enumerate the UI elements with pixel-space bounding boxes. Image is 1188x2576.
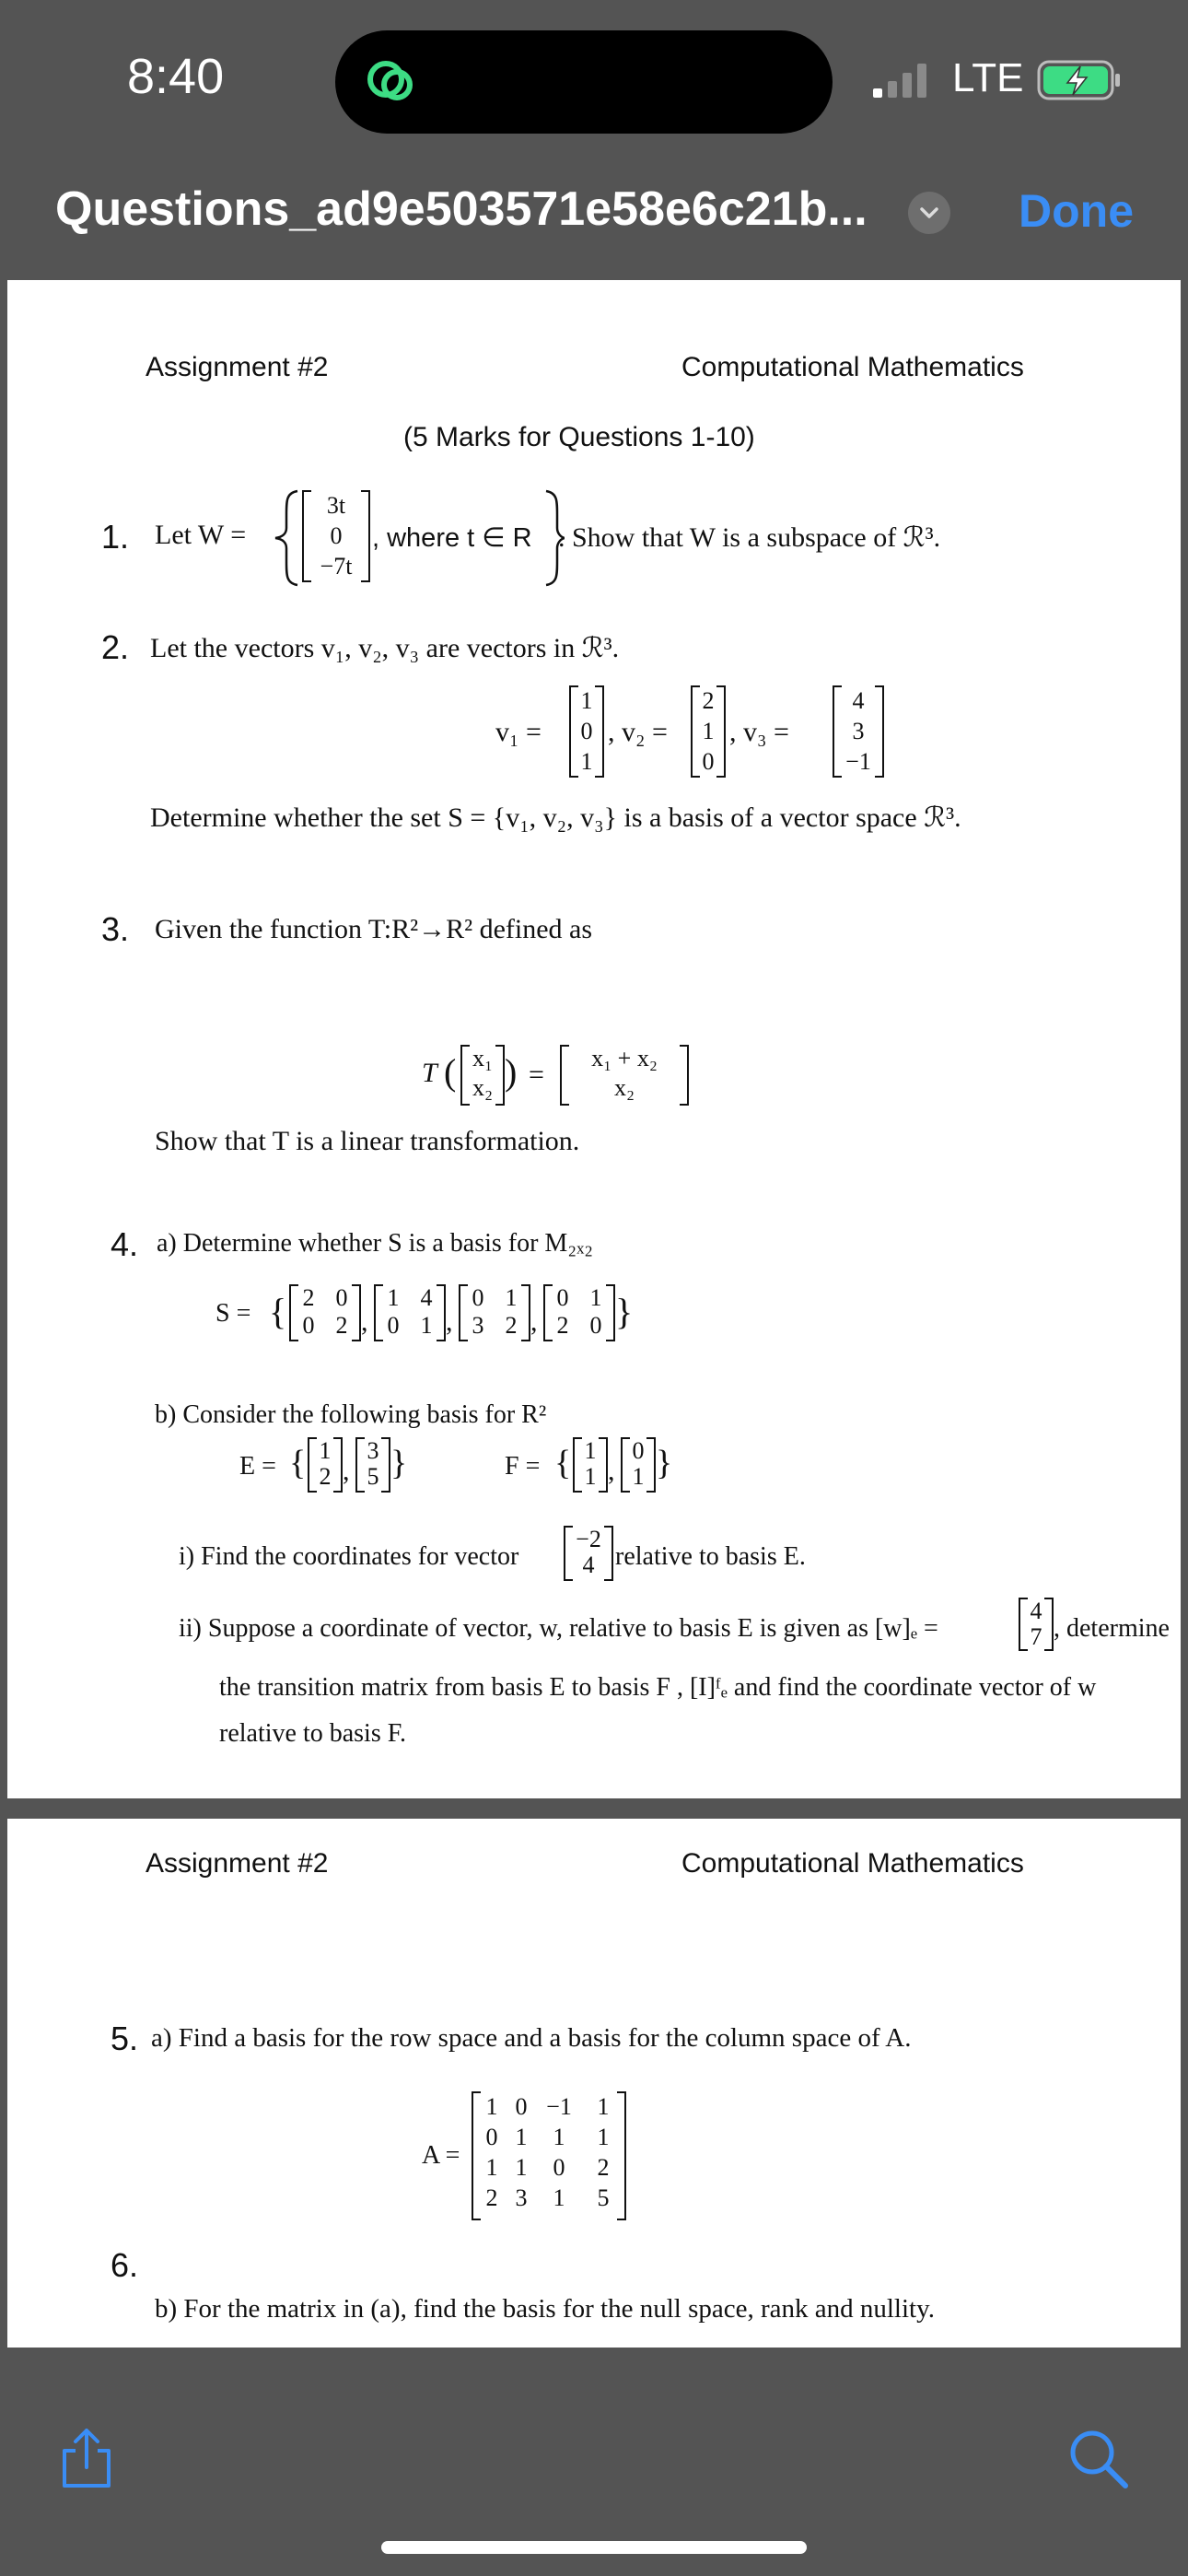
v3-label: , v₃ = — [729, 717, 789, 747]
q4-ii-text: ii) Suppose a coordinate of vector, w, relative to basis E is given as [w]ₑ = — [179, 1614, 938, 1643]
paren-open: ( — [444, 1051, 457, 1093]
q4-ii-line2: the transition matrix from basis E to basis F , [I]ᶠₑ and find the coordinate vector of w — [219, 1673, 1097, 1702]
search-button[interactable] — [1065, 2425, 1131, 2491]
q1-let-w: Let W = — [155, 520, 247, 550]
share-button[interactable] — [53, 2425, 120, 2491]
q2-intro: Let the vectors v₁, v₂, v₃ are vectors in ℛ³. — [150, 633, 620, 663]
q2-conclusion: Determine whether the set S = {v₁, v₂, v₃} is a basis of a vector space ℛ³. — [150, 802, 961, 833]
paren-close: ) — [505, 1051, 518, 1093]
home-indicator[interactable] — [381, 2541, 807, 2554]
share-icon — [53, 2425, 120, 2491]
page-header-right: Computational Mathematics — [681, 352, 1024, 382]
v2-label: , v₂ = — [608, 717, 668, 747]
status-time: 8:40 — [127, 49, 225, 104]
brace-close: } — [615, 1291, 634, 1332]
q3-conclusion: Show that T is a linear transformation. — [155, 1126, 580, 1156]
cellular-signal-icon — [871, 61, 930, 100]
f-label: F = — [505, 1452, 541, 1481]
f-vector-1: 1 1 — [573, 1437, 608, 1493]
e-vector-2: 3 5 — [355, 1437, 390, 1493]
equals-sign: = — [529, 1060, 544, 1090]
v1-label: v₁ = — [495, 717, 542, 747]
t-label: T — [422, 1058, 437, 1088]
title-menu-button[interactable] — [908, 192, 950, 234]
q4-ii-line3: relative to basis F. — [219, 1719, 407, 1748]
left-brace-icon — [268, 487, 305, 589]
chevron-down-icon — [908, 192, 950, 234]
e-label: E = — [239, 1452, 276, 1481]
v3-vector: 4 3 −1 — [833, 685, 884, 778]
q4-i-text: i) Find the coordinates for vector — [179, 1542, 519, 1571]
dynamic-island — [335, 30, 833, 134]
page-header-left: Assignment #2 — [146, 1848, 329, 1879]
q4-part-a: a) Determine whether S is a basis for M₂ₓ₂ — [157, 1229, 593, 1258]
question-number: 1. — [101, 518, 130, 556]
document-page-2 — [7, 1819, 1181, 2348]
s-label: S = — [215, 1299, 251, 1328]
marks-note: (5 Marks for Questions 1-10) — [403, 422, 755, 452]
page-header-right: Computational Mathematics — [681, 1848, 1024, 1879]
chat-bubble-icon — [363, 54, 418, 110]
document-toolbar — [0, 157, 1188, 267]
s-matrix-1: 2 0 0 2 — [289, 1284, 361, 1341]
v2-vector: 2 1 0 — [691, 685, 726, 778]
question-number: 5. — [111, 2020, 139, 2057]
s-matrix-4: 0 1 2 0 — [543, 1284, 615, 1341]
e-vector-1: 1 2 — [308, 1437, 343, 1493]
q5-part-b: b) For the matrix in (a), find the basis for the null space, rank and nullity. — [155, 2294, 935, 2324]
search-icon — [1065, 2425, 1131, 2491]
a-label: A = — [422, 2141, 460, 2170]
s-matrix-2: 1 4 0 1 — [374, 1284, 446, 1341]
status-bar — [0, 0, 1188, 157]
q4-i-text-end: relative to basis E. — [615, 1542, 806, 1571]
i-vector: −2 4 — [564, 1526, 613, 1581]
q1-text: . Show that W is a subspace of ℛ³. — [558, 522, 941, 553]
q5-part-a: a) Find a basis for the row space and a basis for the column space of A. — [151, 2023, 912, 2053]
question-number: 4. — [111, 1225, 139, 1263]
q1-where: , where t ∈ R — [372, 523, 532, 553]
q3-intro: Given the function T:R²→R² defined as — [155, 914, 593, 944]
question-number: 3. — [101, 910, 130, 948]
tx-vector: x₁ + x₂ x₂ — [560, 1045, 689, 1106]
question-number: 6. — [111, 2246, 139, 2284]
f-vector-2: 0 1 — [621, 1437, 656, 1493]
matrix-a: 1 0 −1 1 0 1 1 1 1 1 0 2 2 3 1 5 — [472, 2091, 626, 2220]
w-vector: 3t 0 −7t — [302, 490, 370, 582]
document-page-1: Assignment #2 Computational Mathematics (5 Marks for Questions 1-10) 1. Let W = 3t 0 −7t , where t ∈ R . Show that W is a subspace of ℛ³. 2. Let the vectors v₁, v₂, v₃ are vectors in ℛ³. v₁ = 1 0 1 , v₂ = 2 1 0 , v₃ = 4 3 −1 Determine whether the set S = {v₁, v₂, v₃} is a basis of a vector space ℛ³. 3. Given the function T:R²→R² defined as T ( x₁ x₂ ) = x₁ + x₂ x₂ Show that T is a linear transformation. 4. a) Determine whether S is a basis for M₂ₓ₂ S = { 2 0 0 2 , 1 4 0 1 , 0 1 3 2 , 0 1 2 0 } b) Consider the following basis for R² E = { 1 2 , 3 5 } F = { 1 1 , 0 1 } i) Find the coordinates for vector −2 4 relative to basis E. ii) Suppose a coordinate of vector, w, relative to basis E is given as [w]ₑ = 4 7 , determine the transition matrix from basis E to basis F , [I]ᶠₑ and find the coordinate vector of w relative to basis F. — [7, 280, 1181, 1798]
ii-vector: 4 7 — [1019, 1598, 1054, 1651]
x-vector: x₁ x₂ — [460, 1045, 505, 1106]
s-matrix-3: 0 1 3 2 — [459, 1284, 530, 1341]
battery-charging-icon — [1037, 59, 1122, 101]
page-header-left: Assignment #2 — [146, 352, 329, 382]
document-title[interactable]: Questions_ad9e503571e58e6c21b... — [55, 182, 868, 236]
done-button[interactable]: Done — [1019, 185, 1134, 237]
q4-ii-text-end: , determine — [1054, 1614, 1170, 1643]
network-type: LTE — [952, 55, 1024, 100]
question-number: 2. — [101, 628, 130, 666]
brace-open: { — [269, 1291, 287, 1332]
q4-part-b: b) Consider the following basis for R² — [155, 1400, 547, 1429]
v1-vector: 1 0 1 — [569, 685, 604, 778]
